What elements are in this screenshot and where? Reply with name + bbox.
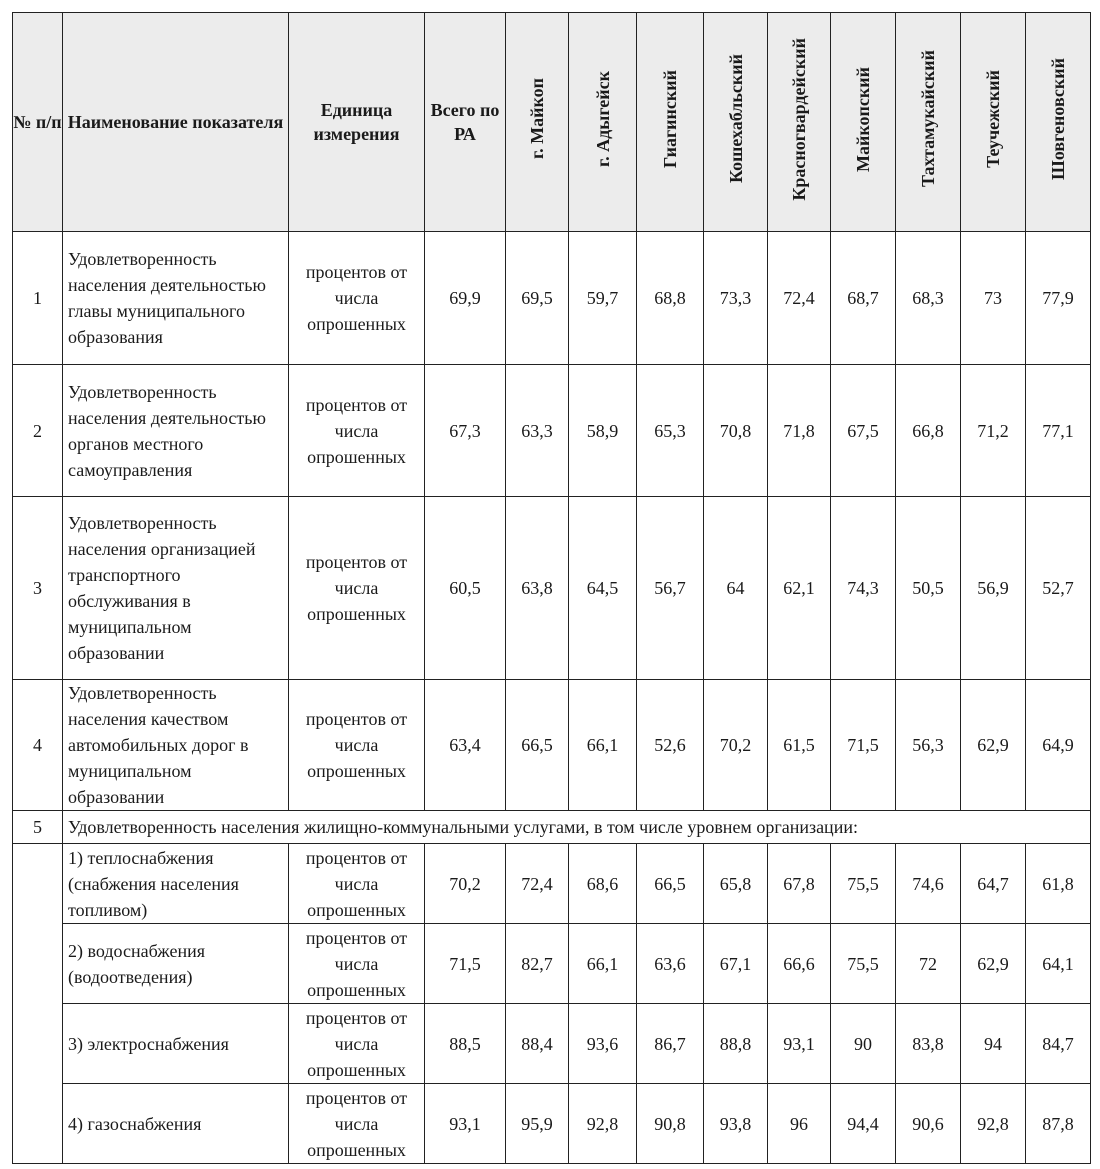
value-cell: 94,4	[831, 1084, 896, 1164]
value-cell: 90	[831, 1004, 896, 1084]
unit-cell: процентов от числа опрошенных	[289, 1084, 425, 1164]
table-row	[13, 1084, 1091, 1164]
value-cell: 68,3	[896, 232, 961, 365]
table-row	[13, 497, 1091, 680]
unit-cell: процентов от числа опрошенных	[289, 1004, 425, 1084]
header-region-label: Теучежский	[983, 70, 1003, 168]
indicator-name: Удовлетворенность населения деятельностью органов местного самоуправления	[63, 365, 289, 497]
value-cell: 61,5	[768, 680, 831, 811]
value-cell: 67,1	[704, 924, 768, 1004]
value-cell: 66,5	[637, 844, 704, 924]
value-cell: 64,5	[569, 497, 637, 680]
header-region	[961, 13, 1026, 232]
value-cell: 75,5	[831, 924, 896, 1004]
row-number: 5	[13, 811, 63, 844]
value-cell: 56,7	[637, 497, 704, 680]
value-cell: 74,6	[896, 844, 961, 924]
unit-cell: процентов от числа опрошенных	[289, 844, 425, 924]
value-cell: 70,2	[704, 680, 768, 811]
value-cell: 77,9	[1026, 232, 1091, 365]
header-region-label: Гиагинский	[660, 69, 680, 169]
value-cell: 92,8	[961, 1084, 1026, 1164]
table-row	[13, 844, 1091, 924]
value-cell: 56,3	[896, 680, 961, 811]
table-row	[13, 924, 1091, 1004]
value-cell: 87,8	[1026, 1084, 1091, 1164]
header-row	[13, 13, 1091, 232]
table-row	[13, 232, 1091, 365]
value-cell: 67,5	[831, 365, 896, 497]
value-cell: 64,9	[1026, 680, 1091, 811]
value-cell: 70,2	[425, 844, 506, 924]
value-cell: 93,8	[704, 1084, 768, 1164]
value-cell: 63,6	[637, 924, 704, 1004]
value-cell: 64,7	[961, 844, 1026, 924]
value-cell: 71,8	[768, 365, 831, 497]
table-row	[13, 680, 1091, 811]
indicator-name: 1) теплоснабжения (снабжения населения топливом)	[63, 844, 289, 924]
value-cell: 66,5	[506, 680, 569, 811]
value-cell: 71,2	[961, 365, 1026, 497]
value-cell: 71,5	[831, 680, 896, 811]
indicator-name: Удовлетворенность населения организацией транспортного обслуживания в муниципальном образовании	[63, 497, 289, 680]
unit-cell: процентов от числа опрошенных	[289, 497, 425, 680]
header-num: № п/п	[13, 13, 63, 232]
value-cell: 61,8	[1026, 844, 1091, 924]
value-cell: 66,1	[569, 924, 637, 1004]
value-cell: 83,8	[896, 1004, 961, 1084]
value-cell: 67,3	[425, 365, 506, 497]
unit-cell: процентов от числа опрошенных	[289, 680, 425, 811]
value-cell: 72,4	[768, 232, 831, 365]
header-region	[1026, 13, 1091, 232]
value-cell: 94	[961, 1004, 1026, 1084]
value-cell: 88,4	[506, 1004, 569, 1084]
value-cell: 59,7	[569, 232, 637, 365]
value-cell: 74,3	[831, 497, 896, 680]
unit-cell: процентов от числа опрошенных	[289, 924, 425, 1004]
table-row	[13, 365, 1091, 497]
header-region-label: Шовгеновский	[1048, 58, 1068, 180]
row-number: 4	[13, 680, 63, 811]
value-cell: 65,3	[637, 365, 704, 497]
value-cell: 64,1	[1026, 924, 1091, 1004]
value-cell: 63,4	[425, 680, 506, 811]
header-region-label: Красногвардейский	[789, 37, 809, 201]
value-cell: 92,8	[569, 1084, 637, 1164]
value-cell: 62,9	[961, 680, 1026, 811]
value-cell: 68,7	[831, 232, 896, 365]
value-cell: 77,1	[1026, 365, 1091, 497]
value-cell: 88,8	[704, 1004, 768, 1084]
value-cell: 52,7	[1026, 497, 1091, 680]
value-cell: 67,8	[768, 844, 831, 924]
indicator-name: 4) газоснабжения	[63, 1084, 289, 1164]
value-cell: 93,1	[768, 1004, 831, 1084]
header-region	[506, 13, 569, 232]
indicator-name: Удовлетворенность населения качеством автомобильных дорог в муниципальном образовании	[63, 680, 289, 811]
section-title: Удовлетворенность населения жилищно-коммунальными услугами, в том числе уровнем организации:	[63, 811, 1091, 844]
indicator-name: 3) электроснабжения	[63, 1004, 289, 1084]
value-cell: 75,5	[831, 844, 896, 924]
value-cell: 52,6	[637, 680, 704, 811]
value-cell: 62,9	[961, 924, 1026, 1004]
indicator-name: 2) водоснабжения (водоотведения)	[63, 924, 289, 1004]
header-name: Наименование показателя	[63, 13, 289, 232]
row-number-empty	[13, 844, 63, 1164]
value-cell: 66,6	[768, 924, 831, 1004]
indicator-name: Удовлетворенность населения деятельностью главы муниципального образования	[63, 232, 289, 365]
value-cell: 72,4	[506, 844, 569, 924]
header-total: Всего по РА	[425, 13, 506, 232]
satisfaction-table	[12, 12, 1091, 1164]
value-cell: 65,8	[704, 844, 768, 924]
table-row	[13, 1004, 1091, 1084]
value-cell: 88,5	[425, 1004, 506, 1084]
section-row	[13, 811, 1091, 844]
header-region-label: Кошехабльский	[725, 54, 746, 184]
header-region-label: Тахтамукайский	[918, 50, 938, 188]
value-cell: 71,5	[425, 924, 506, 1004]
value-cell: 84,7	[1026, 1004, 1091, 1084]
value-cell: 69,5	[506, 232, 569, 365]
header-region-label: Майкопский	[853, 66, 873, 172]
value-cell: 62,1	[768, 497, 831, 680]
header-region	[896, 13, 961, 232]
unit-cell: процентов от числа опрошенных	[289, 365, 425, 497]
row-number: 1	[13, 232, 63, 365]
value-cell: 63,8	[506, 497, 569, 680]
unit-cell: процентов от числа опрошенных	[289, 232, 425, 365]
value-cell: 58,9	[569, 365, 637, 497]
value-cell: 68,6	[569, 844, 637, 924]
value-cell: 69,9	[425, 232, 506, 365]
value-cell: 82,7	[506, 924, 569, 1004]
value-cell: 68,8	[637, 232, 704, 365]
value-cell: 64	[704, 497, 768, 680]
value-cell: 90,8	[637, 1084, 704, 1164]
value-cell: 73	[961, 232, 1026, 365]
value-cell: 63,3	[506, 365, 569, 497]
value-cell: 96	[768, 1084, 831, 1164]
header-region	[704, 13, 768, 232]
value-cell: 60,5	[425, 497, 506, 680]
value-cell: 73,3	[704, 232, 768, 365]
header-region	[831, 13, 896, 232]
row-number: 2	[13, 365, 63, 497]
value-cell: 93,6	[569, 1004, 637, 1084]
header-region	[569, 13, 637, 232]
value-cell: 90,6	[896, 1084, 961, 1164]
value-cell: 66,1	[569, 680, 637, 811]
header-unit: Единица измерения	[289, 13, 425, 232]
value-cell: 72	[896, 924, 961, 1004]
value-cell: 56,9	[961, 497, 1026, 680]
header-region	[768, 13, 831, 232]
value-cell: 70,8	[704, 365, 768, 497]
value-cell: 66,8	[896, 365, 961, 497]
header-region-label: г. Майкоп	[527, 78, 547, 160]
header-region-label: г. Адыгейск	[592, 71, 613, 167]
value-cell: 93,1	[425, 1084, 506, 1164]
value-cell: 95,9	[506, 1084, 569, 1164]
value-cell: 86,7	[637, 1004, 704, 1084]
value-cell: 50,5	[896, 497, 961, 680]
row-number: 3	[13, 497, 63, 680]
header-region	[637, 13, 704, 232]
